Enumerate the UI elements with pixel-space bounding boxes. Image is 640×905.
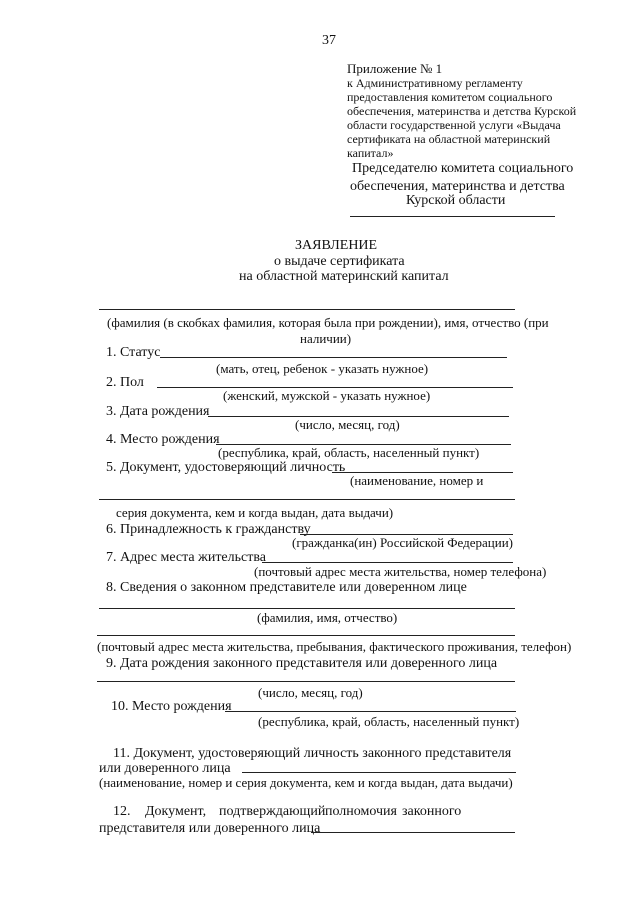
field-id-document-line-2[interactable]	[99, 499, 515, 500]
field-citizenship-label: 6. Принадлежность к гражданству	[106, 522, 311, 537]
field-representative-birth-date-label: 9. Дата рождения законного представителя или доверенного лица	[106, 656, 498, 671]
field-authority-document-label-word: подтверждающий	[219, 804, 326, 819]
applicant-name-line[interactable]	[99, 309, 515, 310]
field-id-document-caption-2: серия документа, кем и когда выдан, дата выдачи)	[116, 505, 394, 520]
field-representative-caption: (фамилия, имя, отчество)	[257, 610, 398, 625]
addressee-line: Председателю комитета социального	[352, 161, 574, 176]
field-representative-birth-place-label: 10. Место рождения	[111, 699, 232, 714]
document-subtitle: о выдаче сертификата	[274, 254, 405, 269]
field-representative-document-label-2: или доверенного лица	[99, 761, 231, 776]
document-title: ЗАЯВЛЕНИЕ	[295, 238, 378, 253]
field-status-label: 1. Статус	[106, 345, 161, 360]
appendix-title: Приложение № 1	[347, 61, 443, 76]
appendix-line: сертификата на областной материнский	[347, 132, 551, 146]
field-representative-label: 8. Сведения о законном представителе или доверенном лице	[106, 580, 467, 595]
field-authority-document-label-word: полномочия	[325, 804, 397, 819]
field-sex-label: 2. Пол	[106, 375, 144, 390]
appendix-line: области государственной услуги «Выдача	[347, 118, 561, 132]
applicant-name-caption: (фамилия (в скобках фамилия, которая была при рождении), имя, отчество (при	[107, 315, 549, 330]
field-authority-document-label-word: Документ,	[145, 804, 207, 819]
addressee-signature-line[interactable]	[350, 216, 555, 217]
field-representative-address-line[interactable]	[97, 635, 515, 636]
field-representative-document-line[interactable]	[242, 772, 516, 773]
appendix-line: предоставления комитетом социального	[347, 90, 553, 104]
field-status-caption: (мать, отец, ребенок - указать нужное)	[216, 361, 429, 376]
field-sex-caption: (женский, мужской - указать нужное)	[223, 388, 431, 403]
field-id-document-caption: (наименование, номер и	[350, 473, 484, 488]
field-representative-line[interactable]	[99, 608, 515, 609]
field-address-label: 7. Адрес места жительства	[106, 550, 266, 565]
field-authority-document-line[interactable]	[311, 832, 515, 833]
field-status-line[interactable]	[160, 357, 507, 358]
appendix-line: капитал»	[347, 146, 394, 160]
field-citizenship-caption: (гражданка(ин) Российской Федерации)	[292, 535, 514, 550]
field-representative-birth-date-caption: (число, месяц, год)	[258, 685, 363, 700]
field-representative-birth-place-line[interactable]	[225, 711, 516, 712]
field-authority-document-label-2: представителя или доверенного лица	[99, 821, 321, 836]
field-id-document-label: 5. Документ, удостоверяющий личность	[106, 460, 346, 475]
field-representative-address-caption: (почтовый адрес места жительства, пребывания, фактического проживания, телефон)	[97, 639, 572, 654]
field-birth-place-caption: (республика, край, область, населенный пункт)	[218, 445, 480, 460]
field-authority-document-label-word: 12.	[113, 804, 131, 819]
field-representative-birth-date-line[interactable]	[97, 681, 515, 682]
page-number: 37	[322, 33, 336, 48]
field-address-line[interactable]	[262, 562, 513, 563]
field-address-caption: (почтовый адрес места жительства, номер телефона)	[254, 564, 547, 579]
document-subtitle: на областной материнский капитал	[239, 269, 449, 284]
field-representative-document-caption: (наименование, номер и серия документа, кем и когда выдан, дата выдачи)	[99, 775, 513, 790]
applicant-name-caption: наличии)	[300, 331, 352, 346]
addressee-line: обеспечения, материнства и детства	[350, 179, 565, 194]
field-birth-date-caption: (число, месяц, год)	[295, 417, 400, 432]
field-birth-date-label: 3. Дата рождения	[106, 404, 210, 419]
appendix-line: к Административному регламенту	[347, 76, 523, 90]
addressee-line: Курской области	[406, 193, 506, 208]
field-authority-document-label-word: законного	[402, 804, 462, 819]
field-representative-birth-place-caption: (республика, край, область, населенный пункт)	[258, 714, 520, 729]
appendix-line: обеспечения, материнства и детства Курской	[347, 104, 577, 118]
field-birth-place-label: 4. Место рождения	[106, 432, 220, 447]
field-representative-document-label: 11. Документ, удостоверяющий личность законного представителя	[113, 746, 512, 761]
